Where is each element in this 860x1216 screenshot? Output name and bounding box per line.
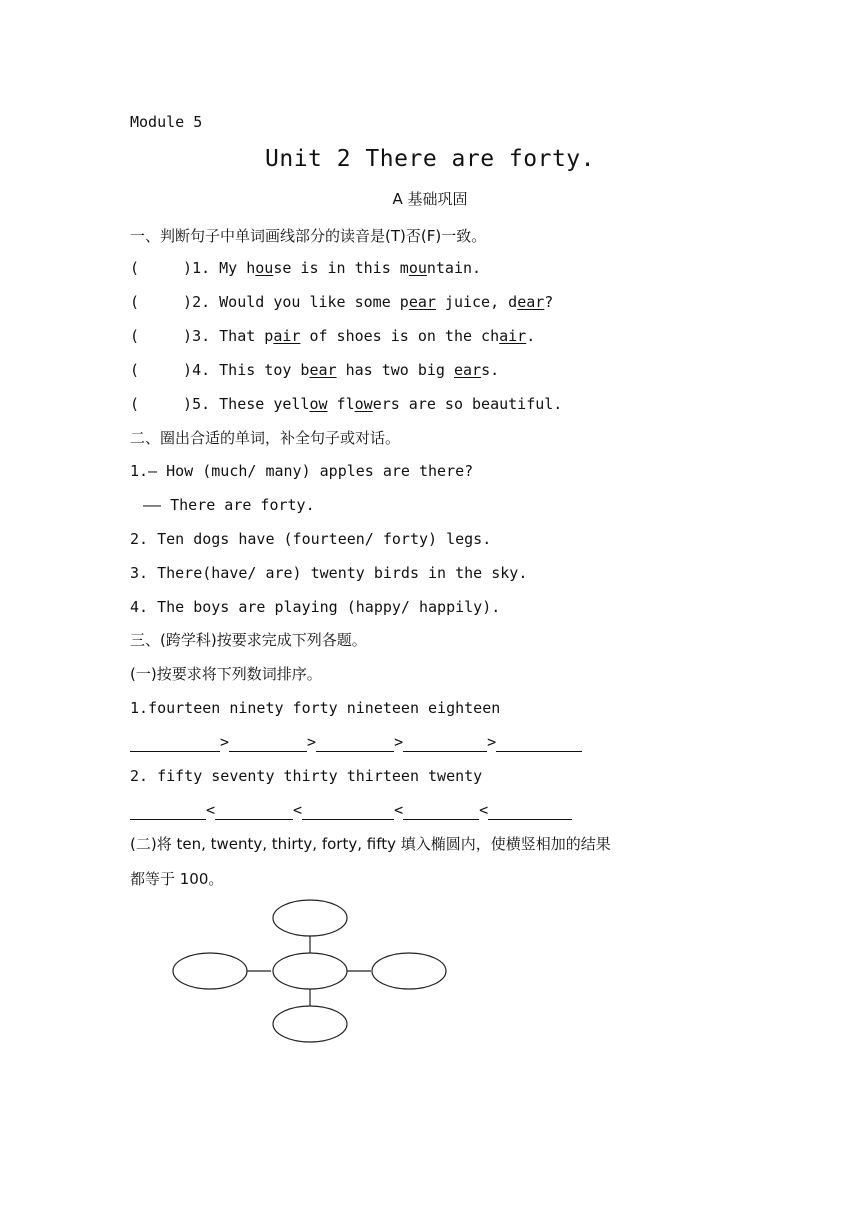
answer-blank[interactable] bbox=[130, 803, 206, 820]
part2-item-3: 3. There(have/ are) twenty birds in the sky. bbox=[130, 564, 528, 582]
part3-q2-blanks: < < < < bbox=[130, 800, 572, 820]
answer-blank[interactable] bbox=[403, 803, 479, 820]
part3-heading: 三、(跨学科)按要求完成下列各题。 bbox=[130, 631, 367, 649]
part1-item-5: ( )5. These yellow flowers are so beautiful. bbox=[130, 395, 563, 413]
part2-item-4: 4. The boys are playing (happy/ happily). bbox=[130, 598, 501, 616]
part3-sub2-line2: 都等于 100。 bbox=[130, 870, 224, 888]
answer-blank[interactable] bbox=[488, 803, 572, 820]
part2-item-1: 1.— How (much/ many) apples are there? bbox=[130, 462, 474, 480]
answer-blank[interactable] bbox=[302, 803, 394, 820]
part1-item-1: ( )1. My house is in this mountain. bbox=[130, 259, 482, 277]
part3-q1-words: 1.fourteen ninety forty nineteen eighteen bbox=[130, 699, 501, 717]
part1-item-3: ( )3. That pair of shoes is on the chair. bbox=[130, 327, 536, 345]
part1-heading: 一、判断句子中单词画线部分的读音是(T)否(F)一致。 bbox=[130, 227, 487, 245]
ellipse-left[interactable] bbox=[173, 953, 247, 989]
ellipse-top[interactable] bbox=[273, 900, 347, 936]
module-label: Module 5 bbox=[130, 113, 203, 131]
part3-sub2-line1: (二)将 ten, twenty, thirty, forty, fifty 填入椭圆内，使横竖相加的结果 bbox=[130, 835, 611, 853]
page-title: Unit 2 There are forty. bbox=[265, 146, 595, 172]
ellipse-cross-diagram bbox=[165, 890, 465, 1060]
part3-q2-words: 2. fifty seventy thirty thirteen twenty bbox=[130, 767, 483, 785]
section-a-heading: A 基础巩固 bbox=[392, 190, 468, 208]
answer-blank[interactable] bbox=[229, 735, 307, 752]
part2-item-1-answer: —— There are forty. bbox=[134, 496, 315, 514]
part2-heading: 二、圈出合适的单词，补全句子或对话。 bbox=[130, 429, 401, 447]
answer-blank[interactable] bbox=[130, 735, 220, 752]
ellipse-center[interactable] bbox=[273, 953, 347, 989]
part1-item-2: ( )2. Would you like some pear juice, dear? bbox=[130, 293, 554, 311]
part3-q1-blanks: > > > > bbox=[130, 732, 582, 752]
answer-blank[interactable] bbox=[496, 735, 582, 752]
part2-item-2: 2. Ten dogs have (fourteen/ forty) legs. bbox=[130, 530, 492, 548]
part3-sub1-heading: (一)按要求将下列数词排序。 bbox=[130, 665, 322, 683]
part1-item-4: ( )4. This toy bear has two big ears. bbox=[130, 361, 500, 379]
answer-blank[interactable] bbox=[403, 735, 487, 752]
answer-blank[interactable] bbox=[316, 735, 394, 752]
ellipse-bottom[interactable] bbox=[273, 1006, 347, 1042]
answer-blank[interactable] bbox=[215, 803, 293, 820]
ellipse-right[interactable] bbox=[372, 953, 446, 989]
